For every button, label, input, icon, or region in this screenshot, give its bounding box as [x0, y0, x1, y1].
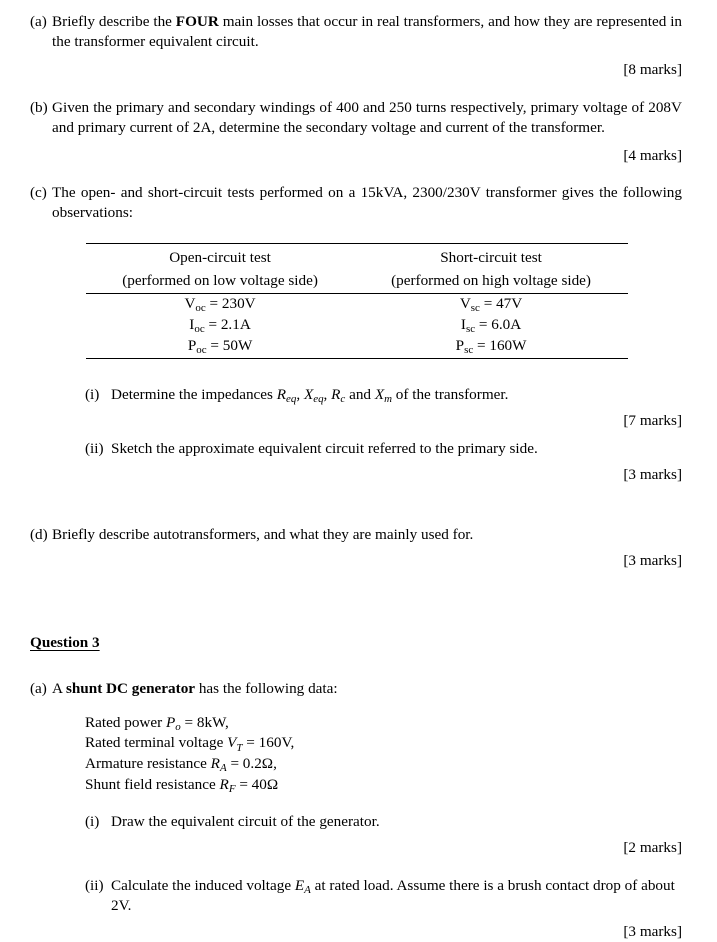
symbol-ioc-letter: I: [189, 315, 195, 333]
q3-part-a-ii-text-2: at rated load. Assume there is a brush contact drop of about 2V.: [111, 876, 675, 914]
q3-part-a-ii-marker: (ii): [85, 876, 104, 894]
observations-table-body: [86, 294, 628, 359]
part-d-text: Briefly describe autotransformers, and what they are mainly used for.: [52, 526, 474, 544]
spacer: [0, 431, 717, 439]
data-row-shunt-field-resistance: [85, 775, 717, 796]
part-b-marks: [4 marks]: [623, 146, 682, 164]
data-row-rated-power: [85, 713, 717, 734]
part-c-i-text-5: of the transformer.: [392, 386, 509, 404]
question-3-heading: [0, 633, 717, 653]
symbol-xeq-letter: X: [303, 386, 314, 404]
symbol-voc: [184, 295, 206, 315]
symbol-psc-letter: P: [455, 336, 465, 354]
column-header-short-circuit: Short-circuit test: [354, 244, 628, 270]
part-a-text-after-bold: main losses that occur in real transformers, and how they are represented in the transformer equivalent circuit.: [52, 13, 683, 50]
question-part-c: [0, 183, 717, 223]
symbol-poc: [188, 337, 207, 354]
symbol-voc-subscript: oc: [195, 302, 206, 315]
q3-part-a-ii-text-1: Calculate the induced voltage: [111, 876, 295, 894]
symbol-xm-letter: X: [374, 386, 385, 404]
value-psc: = 160W: [473, 336, 527, 354]
q3-part-a-text: [52, 679, 682, 699]
label-rated-terminal-voltage: Rated terminal voltage: [85, 734, 228, 752]
part-c-i-text: [111, 385, 682, 405]
symbol-rc: [331, 386, 346, 406]
part-c-ii-marker: (ii): [85, 440, 104, 458]
part-b-text: Given the primary and secondary windings of 400 and 250 turns respectively, primary voltage of 208V and primary current of 2A, determine the secondary voltage and current of the transformer.: [52, 98, 682, 136]
symbol-ea: [295, 877, 311, 894]
symbol-ra-letter: R: [210, 755, 220, 773]
part-c-i-text-3: ,: [323, 386, 332, 404]
value-vsc: = 47V: [479, 295, 523, 313]
value-shunt-field-resistance: = 40Ω: [235, 776, 279, 794]
symbol-ra: [210, 755, 227, 775]
symbol-rc-subscript: c: [340, 393, 346, 406]
value-rated-terminal-voltage: = 160V,: [242, 734, 295, 752]
spacer: [0, 699, 717, 713]
symbol-vt-letter: V: [227, 734, 237, 752]
question-3-heading-text: Question 3: [30, 633, 100, 651]
symbol-ioc-subscript: oc: [194, 322, 205, 335]
part-c-i-marker: (i): [85, 386, 100, 404]
label-rated-power: Rated power: [85, 713, 166, 731]
observations-table: [86, 243, 628, 359]
table-row: [86, 315, 628, 336]
generator-data-list: [0, 713, 717, 796]
symbol-rc-letter: R: [331, 386, 341, 404]
part-c-i-marks: [7 marks]: [623, 412, 682, 430]
q3-part-a-text-before-bold: A: [52, 679, 66, 697]
symbol-ioc: [189, 316, 204, 333]
part-a-text-before-bold: Briefly describe the: [52, 13, 176, 30]
cell-short-current: [354, 315, 628, 336]
part-c-marker: (c): [30, 184, 47, 202]
symbol-voc-letter: V: [184, 295, 196, 313]
cell-open-current: [86, 315, 354, 336]
symbol-xm-subscript: m: [384, 393, 392, 406]
value-ioc: = 2.1A: [204, 315, 251, 333]
symbol-ra-subscript: A: [219, 762, 227, 775]
spacer: [0, 611, 717, 633]
symbol-vsc-subscript: sc: [470, 302, 480, 315]
question-part-d: [0, 525, 717, 545]
table-header-row-title: [86, 244, 628, 270]
value-poc: = 50W: [206, 336, 253, 354]
symbol-vt: [227, 734, 243, 754]
cell-short-power: [354, 336, 628, 359]
cell-open-voltage: [86, 294, 354, 315]
spacer: [0, 138, 717, 146]
symbol-req-letter: R: [276, 386, 287, 404]
part-a-marks: [8 marks]: [623, 60, 682, 78]
part-b-marker: (b): [30, 98, 48, 116]
value-armature-resistance: = 0.2Ω,: [226, 755, 277, 773]
part-c-i-text-4: and: [345, 386, 375, 404]
part-a-marker: (a): [30, 13, 47, 30]
question-part-a: [0, 12, 717, 52]
table-header-row-subtitle: [86, 270, 628, 294]
value-rated-power: = 8kW,: [180, 713, 229, 731]
spacer: [0, 653, 717, 679]
symbol-rf: [219, 776, 236, 796]
q3-part-a-text-after-bold: has the following data:: [195, 679, 338, 697]
question-part-c-i: [0, 385, 717, 405]
q3-part-a-i-marks: [2 marks]: [623, 838, 682, 856]
label-shunt-field-resistance: Shunt field resistance: [85, 776, 220, 794]
symbol-poc-subscript: oc: [196, 343, 207, 356]
symbol-ea-subscript: A: [304, 883, 311, 896]
symbol-vsc-letter: V: [459, 295, 471, 313]
symbol-po-letter: P: [165, 713, 176, 731]
question-3-part-a: [0, 679, 717, 699]
spacer: [0, 485, 717, 525]
data-row-armature-resistance: [85, 754, 717, 775]
column-header-open-circuit: Open-circuit test: [86, 244, 354, 270]
symbol-po-subscript: o: [175, 720, 181, 733]
spacer: [0, 858, 717, 876]
part-c-text: The open- and short-circuit tests performed on a 15kVA, 2300/230V transformer gives the following observations:: [52, 184, 682, 222]
symbol-isc-subscript: sc: [465, 322, 476, 335]
question-part-c-ii: [0, 439, 717, 459]
q3-part-a-i-text: Draw the equivalent circuit of the generator.: [111, 812, 380, 830]
spacer: [0, 359, 717, 385]
part-a-bold-word: FOUR: [175, 13, 219, 30]
spacer: [0, 52, 717, 60]
table-row: [86, 336, 628, 359]
table-row: [86, 294, 628, 315]
observations-table-wrap: [0, 243, 717, 359]
top-spacer: [0, 0, 717, 12]
q3-part-a-marker: (a): [30, 679, 47, 697]
part-c-ii-text: Sketch the approximate equivalent circuit referred to the primary side.: [111, 440, 538, 458]
value-isc: = 6.0A: [475, 315, 522, 333]
symbol-xm: [374, 386, 392, 406]
part-a-text: [52, 12, 682, 52]
symbol-vsc: [459, 295, 480, 315]
symbol-req-subscript: eq: [286, 393, 297, 406]
symbol-vt-subscript: T: [236, 741, 243, 754]
part-d-marker: (d): [30, 526, 48, 544]
q3-part-a-i-marker: (i): [85, 812, 100, 830]
symbol-ea-letter: E: [294, 876, 305, 894]
spacer: [0, 796, 717, 812]
column-subheader-short-circuit: (performed on high voltage side): [354, 270, 628, 294]
symbol-rf-subscript: F: [228, 783, 236, 796]
q3-part-a-ii-marks: [3 marks]: [623, 922, 682, 940]
symbol-rf-letter: R: [219, 776, 229, 794]
part-c-i-text-2: ,: [296, 386, 304, 404]
cell-open-power: [86, 336, 354, 359]
spacer: [0, 80, 717, 98]
question-part-b: [0, 98, 717, 138]
spacer: [0, 571, 717, 611]
symbol-xeq: [303, 386, 324, 406]
symbol-poc-letter: P: [187, 336, 197, 354]
part-d-marks: [3 marks]: [623, 551, 682, 569]
data-row-rated-terminal-voltage: [85, 733, 717, 754]
part-c-ii-marks: [3 marks]: [623, 466, 682, 484]
symbol-psc: [456, 337, 474, 354]
spacer: [0, 165, 717, 183]
symbol-po: [166, 714, 181, 731]
symbol-isc: [461, 316, 475, 333]
symbol-req: [276, 386, 297, 406]
value-voc: = 230V: [205, 295, 256, 313]
q3-part-a-bold-phrase: shunt DC generator: [65, 679, 196, 697]
symbol-isc-letter: I: [460, 315, 466, 333]
cell-short-voltage: [354, 294, 628, 315]
part-c-i-text-1: Determine the impedances: [111, 386, 277, 404]
question-3-part-a-i: [0, 812, 717, 832]
symbol-xeq-subscript: eq: [313, 393, 324, 406]
column-subheader-open-circuit: (performed on low voltage side): [86, 270, 354, 294]
observations-table-head: [86, 244, 628, 294]
symbol-psc-subscript: sc: [464, 343, 474, 356]
label-armature-resistance: Armature resistance: [85, 755, 211, 773]
